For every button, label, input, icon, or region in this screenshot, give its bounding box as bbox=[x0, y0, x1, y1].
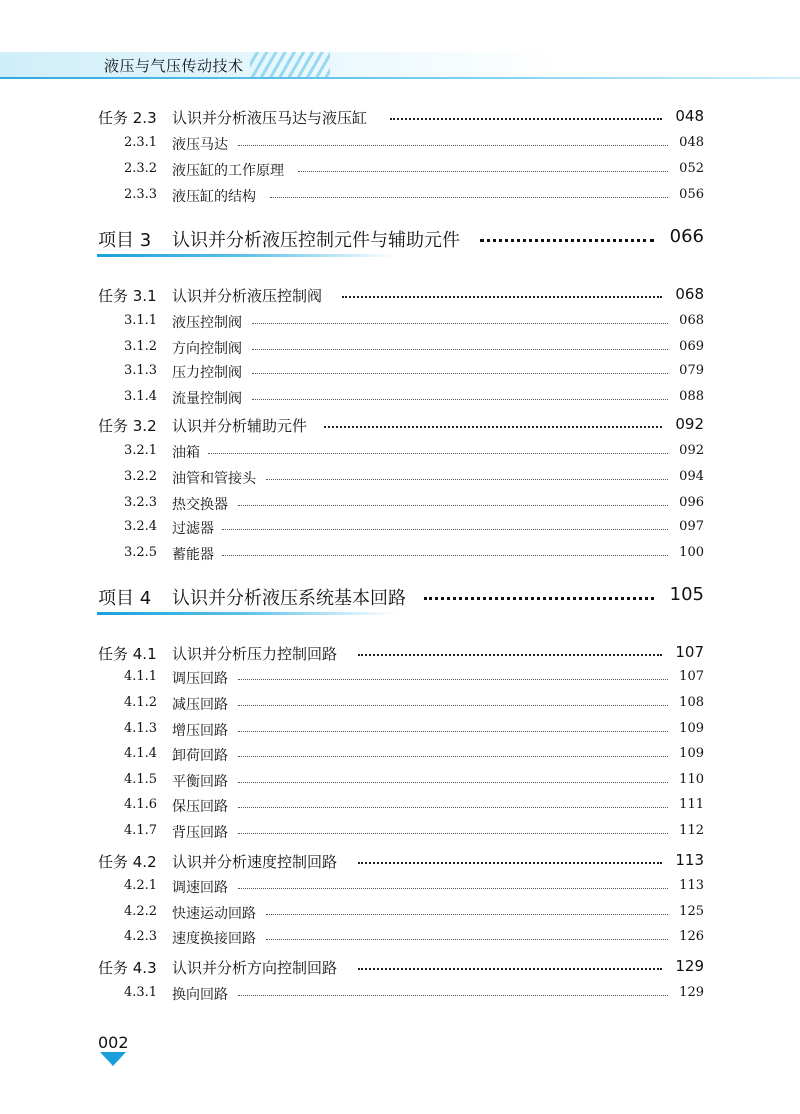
toc-page: 066 bbox=[669, 226, 704, 247]
toc-page: 107 bbox=[679, 669, 704, 684]
toc-number: 项目 3 bbox=[98, 230, 152, 251]
toc-label: 认识并分析液压系统基本回路 bbox=[172, 588, 406, 609]
toc-sub-4-1-2[interactable] bbox=[0, 690, 800, 714]
toc-page: 079 bbox=[679, 363, 704, 378]
page-number: 002 bbox=[98, 1033, 129, 1052]
toc-label: 认识并分析液压控制阀 bbox=[172, 287, 323, 305]
toc-label: 油管和管接头 bbox=[172, 471, 256, 487]
leader-dots bbox=[266, 914, 668, 915]
toc-sub-4-3-1[interactable] bbox=[0, 980, 800, 1004]
toc-page: 097 bbox=[679, 519, 704, 534]
toc-number: 3.1.3 bbox=[124, 363, 158, 378]
toc-sub-3-2-2[interactable] bbox=[0, 464, 800, 488]
toc-number: 3.2.5 bbox=[124, 545, 158, 560]
toc-number: 任务 4.3 bbox=[98, 959, 157, 977]
leader-dots bbox=[252, 323, 668, 324]
toc-label: 换向回路 bbox=[172, 987, 228, 1003]
leader-dots bbox=[238, 782, 668, 783]
toc-page: 094 bbox=[679, 469, 704, 484]
toc-label: 压力控制阀 bbox=[172, 365, 242, 381]
toc-label: 快速运动回路 bbox=[172, 906, 256, 922]
toc-label: 认识并分析液压马达与液压缸 bbox=[172, 109, 368, 127]
leader-dots bbox=[270, 197, 668, 198]
leader-dots bbox=[358, 862, 662, 864]
toc-number: 3.2.4 bbox=[124, 519, 158, 534]
leader-dots bbox=[252, 373, 668, 374]
page-header bbox=[0, 0, 800, 80]
toc-page: 048 bbox=[679, 135, 704, 150]
toc-task-3-2[interactable] bbox=[0, 412, 800, 436]
toc-sub-4-2-3[interactable] bbox=[0, 924, 800, 948]
toc-label: 认识并分析液压控制元件与辅助元件 bbox=[172, 230, 460, 251]
toc-sub-3-1-4[interactable] bbox=[0, 384, 800, 408]
leader-dots bbox=[238, 705, 668, 706]
leader-dots bbox=[222, 529, 668, 530]
leader-dots bbox=[238, 731, 668, 732]
toc-sub-3-1-2[interactable] bbox=[0, 334, 800, 358]
leader-dots bbox=[208, 453, 668, 454]
toc-label: 调速回路 bbox=[172, 880, 228, 896]
toc-page: 109 bbox=[679, 721, 704, 736]
toc-sub-2-3-2[interactable] bbox=[0, 156, 800, 180]
toc-sub-4-1-3[interactable] bbox=[0, 716, 800, 740]
toc-label: 热交换器 bbox=[172, 497, 228, 513]
toc-page: 052 bbox=[679, 161, 704, 176]
leader-dots bbox=[480, 239, 654, 242]
toc-label: 保压回路 bbox=[172, 799, 228, 815]
toc-number: 3.1.4 bbox=[124, 389, 158, 404]
toc-number: 3.1.2 bbox=[124, 339, 158, 354]
leader-dots bbox=[252, 349, 668, 350]
page-marker-triangle-icon bbox=[100, 1052, 126, 1066]
toc-page: 113 bbox=[675, 851, 704, 869]
toc-page: 129 bbox=[675, 957, 704, 975]
toc-number: 任务 4.2 bbox=[98, 853, 157, 871]
toc-number: 4.1.6 bbox=[124, 797, 158, 812]
toc-number: 4.1.2 bbox=[124, 695, 158, 710]
toc-sub-3-2-1[interactable] bbox=[0, 438, 800, 462]
toc-label: 蓄能器 bbox=[172, 547, 214, 563]
toc-label: 减压回路 bbox=[172, 697, 228, 713]
toc-page: 068 bbox=[679, 313, 704, 328]
leader-dots bbox=[238, 505, 668, 506]
toc-number: 4.1.4 bbox=[124, 746, 158, 761]
toc-number: 项目 4 bbox=[98, 588, 152, 609]
leader-dots bbox=[238, 833, 668, 834]
toc-label: 认识并分析方向控制回路 bbox=[172, 959, 338, 977]
toc-page: 088 bbox=[679, 389, 704, 404]
leader-dots bbox=[266, 939, 668, 940]
toc-number: 任务 3.1 bbox=[98, 287, 157, 305]
toc-label: 卸荷回路 bbox=[172, 748, 228, 764]
toc-label: 液压马达 bbox=[172, 137, 228, 153]
toc-label: 液压缸的结构 bbox=[172, 189, 256, 205]
leader-dots bbox=[252, 399, 668, 400]
toc-task-2-3[interactable] bbox=[0, 104, 800, 128]
toc-number: 4.1.5 bbox=[124, 772, 158, 787]
toc-task-3-1[interactable] bbox=[0, 282, 800, 306]
toc-task-4-3[interactable] bbox=[0, 954, 800, 978]
toc-page: 129 bbox=[679, 985, 704, 1000]
toc-sub-3-1-1[interactable] bbox=[0, 308, 800, 332]
leader-dots bbox=[238, 888, 668, 889]
toc-number: 任务 2.3 bbox=[98, 109, 157, 127]
toc-task-4-1[interactable] bbox=[0, 640, 800, 664]
toc-page: 069 bbox=[679, 339, 704, 354]
book-title: 液压与气压传动技术 bbox=[104, 57, 244, 75]
toc-page: 111 bbox=[679, 797, 704, 812]
toc-number: 任务 3.2 bbox=[98, 417, 157, 435]
toc-sub-4-2-1[interactable] bbox=[0, 873, 800, 897]
toc-label: 油箱 bbox=[172, 445, 200, 461]
toc-project-3[interactable] bbox=[0, 222, 800, 256]
toc-sub-4-2-2[interactable] bbox=[0, 899, 800, 923]
toc-number: 4.1.3 bbox=[124, 721, 158, 736]
toc-label: 认识并分析速度控制回路 bbox=[172, 853, 338, 871]
leader-dots bbox=[238, 807, 668, 808]
toc-number: 2.3.1 bbox=[124, 135, 158, 150]
leader-dots bbox=[424, 597, 654, 600]
toc-number: 2.3.3 bbox=[124, 187, 158, 202]
toc-page: 113 bbox=[679, 878, 704, 893]
leader-dots bbox=[390, 118, 662, 120]
toc-page: 109 bbox=[679, 746, 704, 761]
toc-number: 4.1.1 bbox=[124, 669, 158, 684]
toc-project-4[interactable] bbox=[0, 580, 800, 614]
toc-label: 调压回路 bbox=[172, 671, 228, 687]
leader-dots bbox=[358, 968, 662, 970]
toc-label: 认识并分析辅助元件 bbox=[172, 417, 308, 435]
toc-number: 4.2.2 bbox=[124, 904, 158, 919]
toc-sub-4-1-5[interactable] bbox=[0, 767, 800, 791]
leader-dots bbox=[238, 679, 668, 680]
toc-page: 108 bbox=[679, 695, 704, 710]
toc-sub-4-1-1[interactable] bbox=[0, 664, 800, 688]
header-rule bbox=[0, 77, 800, 79]
project-underline bbox=[97, 612, 397, 615]
leader-dots bbox=[266, 479, 668, 480]
leader-dots bbox=[342, 296, 662, 298]
leader-dots bbox=[238, 756, 668, 757]
toc-number: 4.2.1 bbox=[124, 878, 158, 893]
toc-sub-4-1-4[interactable] bbox=[0, 741, 800, 765]
toc-page: 112 bbox=[679, 823, 704, 838]
leader-dots bbox=[358, 654, 662, 656]
header-stripes bbox=[250, 52, 330, 78]
toc-label: 增压回路 bbox=[172, 723, 228, 739]
leader-dots bbox=[324, 426, 662, 428]
toc-label: 平衡回路 bbox=[172, 774, 228, 790]
toc-page: 107 bbox=[675, 643, 704, 661]
toc-page: 110 bbox=[679, 772, 704, 787]
toc-number: 3.1.1 bbox=[124, 313, 158, 328]
project-underline bbox=[97, 254, 397, 257]
toc-page: 056 bbox=[679, 187, 704, 202]
leader-dots bbox=[222, 555, 668, 556]
toc-sub-2-3-1[interactable] bbox=[0, 130, 800, 154]
toc-sub-3-1-3[interactable] bbox=[0, 358, 800, 382]
toc-page: 125 bbox=[679, 904, 704, 919]
toc-number: 2.3.2 bbox=[124, 161, 158, 176]
leader-dots bbox=[238, 995, 668, 996]
toc-number: 4.2.3 bbox=[124, 929, 158, 944]
leader-dots bbox=[298, 171, 668, 172]
toc-sub-3-2-4[interactable] bbox=[0, 514, 800, 538]
toc-label: 背压回路 bbox=[172, 825, 228, 841]
toc-number: 任务 4.1 bbox=[98, 645, 157, 663]
toc-label: 过滤器 bbox=[172, 521, 214, 537]
toc-sub-4-1-7[interactable] bbox=[0, 818, 800, 842]
toc-page: 048 bbox=[675, 107, 704, 125]
toc-sub-3-2-3[interactable] bbox=[0, 490, 800, 514]
toc-number: 3.2.2 bbox=[124, 469, 158, 484]
toc-page: 092 bbox=[675, 415, 704, 433]
toc-page: 068 bbox=[675, 285, 704, 303]
toc-label: 液压缸的工作原理 bbox=[172, 163, 284, 179]
leader-dots bbox=[238, 145, 668, 146]
toc-sub-2-3-3[interactable] bbox=[0, 182, 800, 206]
toc-label: 速度换接回路 bbox=[172, 931, 256, 947]
toc-sub-3-2-5[interactable] bbox=[0, 540, 800, 564]
toc-number: 4.3.1 bbox=[124, 985, 158, 1000]
toc-page: 096 bbox=[679, 495, 704, 510]
toc-label: 方向控制阀 bbox=[172, 341, 242, 357]
toc-page: 126 bbox=[679, 929, 704, 944]
toc-page: 092 bbox=[679, 443, 704, 458]
toc-page: 105 bbox=[669, 584, 704, 605]
toc-label: 认识并分析压力控制回路 bbox=[172, 645, 338, 663]
toc-label: 流量控制阀 bbox=[172, 391, 242, 407]
toc-number: 3.2.3 bbox=[124, 495, 158, 510]
toc-number: 3.2.1 bbox=[124, 443, 158, 458]
toc-page: 100 bbox=[679, 545, 704, 560]
toc-task-4-2[interactable] bbox=[0, 848, 800, 872]
toc-number: 4.1.7 bbox=[124, 823, 158, 838]
toc-sub-4-1-6[interactable] bbox=[0, 792, 800, 816]
toc-label: 液压控制阀 bbox=[172, 315, 242, 331]
